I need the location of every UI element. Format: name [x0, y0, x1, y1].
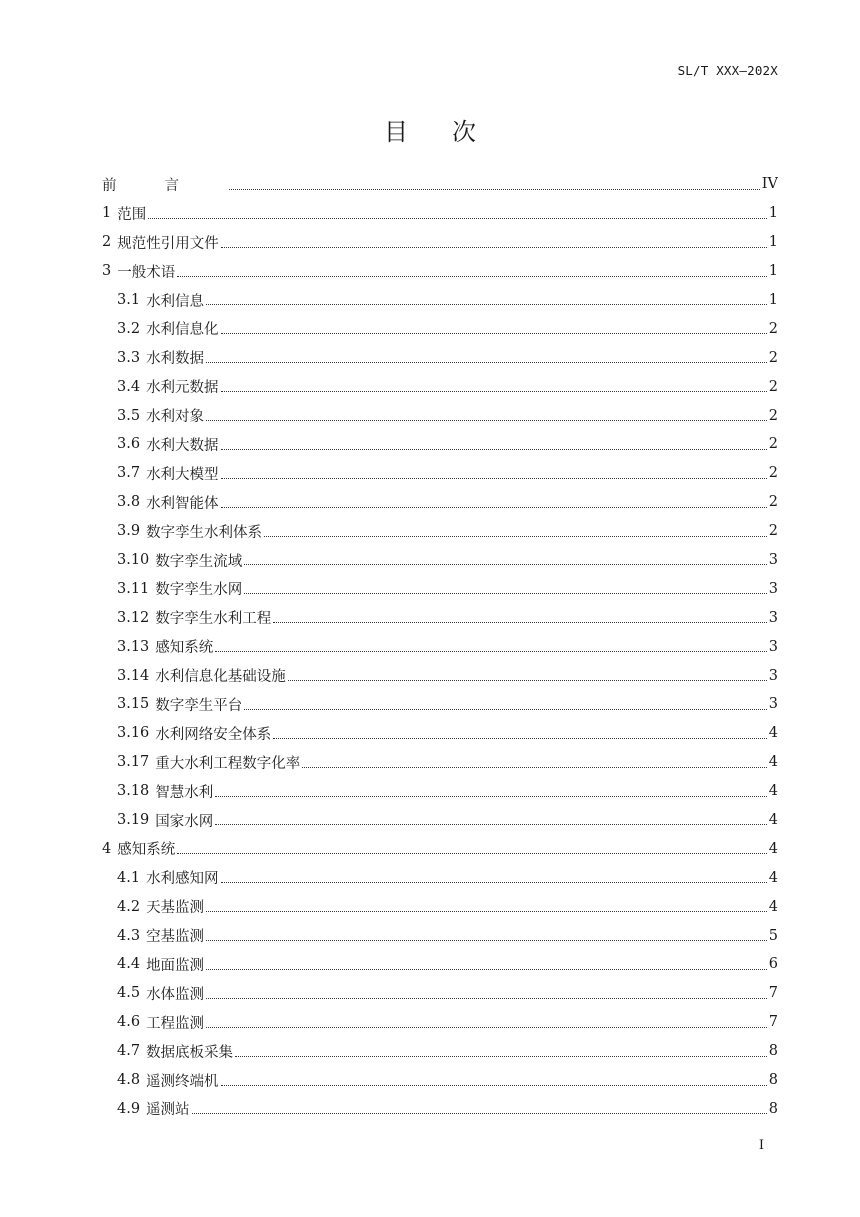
toc-entry-number: 3.4 [117, 378, 141, 395]
toc-entry-title: 数字孪生流域 [155, 553, 243, 570]
toc-entry-title: 水体监测 [146, 986, 205, 1003]
toc-entry[interactable] [102, 343, 778, 372]
toc-entry-page: 4 [768, 725, 778, 742]
toc-entry-number: 3.6 [117, 436, 141, 453]
toc-entry-number: 3.7 [117, 465, 141, 482]
toc-dot-leader [221, 228, 767, 257]
toc-entry-title: 水利智能体 [146, 495, 219, 512]
toc-entry-page: 3 [768, 696, 778, 713]
toc-entry[interactable] [102, 806, 778, 835]
toc-dot-leader [302, 748, 766, 777]
toc-dot-leader [206, 979, 767, 1008]
toc-entry-title: 水利信息化 [146, 322, 219, 339]
toc-entry-page: 4 [768, 754, 778, 771]
toc-dot-leader [215, 806, 766, 835]
toc-entry-page: 8 [768, 1043, 778, 1060]
toc-entry-title: 一般术语 [117, 264, 176, 281]
toc-dot-leader [221, 459, 767, 488]
toc-entry-page: 2 [768, 465, 778, 482]
toc-entry-number: 2 [102, 234, 112, 251]
toc-entry[interactable] [102, 372, 778, 401]
toc-entry[interactable] [102, 430, 778, 459]
toc-entry-page: 1 [768, 234, 778, 251]
toc-entry-number: 4.8 [117, 1072, 141, 1089]
toc-entry-page: 1 [768, 292, 778, 308]
toc-entry-number: 3.8 [117, 494, 141, 511]
toc-entry-title: 数字孪生水利体系 [146, 524, 263, 541]
toc-entry-page: 5 [768, 927, 778, 944]
toc-entry-number: 3.10 [117, 552, 150, 569]
toc-entry-page: 1 [768, 205, 778, 222]
toc-entry-page: 1 [768, 263, 778, 280]
toc-dot-leader [273, 603, 766, 632]
toc-entry-page: 3 [768, 609, 778, 626]
toc-entry-page: 4 [768, 869, 778, 886]
toc-dot-leader [177, 834, 767, 863]
toc-entry-page: 3 [768, 552, 778, 569]
toc-entry-number: 4.7 [117, 1043, 141, 1060]
toc-dot-leader [177, 257, 767, 286]
toc-entry-number: 4.3 [117, 927, 141, 944]
toc-entry-page: 2 [768, 378, 778, 395]
toc-dot-leader [192, 1095, 767, 1124]
toc-entry-number: 3.3 [117, 349, 141, 366]
toc-entry-number: 4 [102, 840, 112, 857]
toc-entry-title: 水利数据 [146, 351, 205, 368]
toc-entry[interactable] [102, 603, 778, 632]
toc-entry-title: 国家水网 [155, 813, 214, 830]
toc-entry-number: 4.5 [117, 985, 141, 1002]
toc-entry-page: 7 [768, 985, 778, 1002]
toc-entry-page: 3 [768, 667, 778, 684]
toc-dot-leader [206, 1008, 767, 1037]
toc-dot-leader [206, 921, 767, 950]
toc-dot-leader [148, 199, 767, 228]
toc-dot-leader [264, 517, 767, 546]
toc-entry[interactable] [102, 892, 778, 921]
toc-entry-title: 数字孪生水利工程 [155, 611, 272, 628]
toc-entry[interactable] [102, 863, 778, 892]
toc-entry-title: 规范性引用文件 [117, 235, 219, 252]
toc-entry-number: 4.6 [117, 1014, 141, 1031]
toc-dot-leader [221, 314, 767, 343]
toc-entry[interactable] [102, 1008, 778, 1037]
toc-entry[interactable] [102, 979, 778, 1008]
toc-entry-number: 4.1 [117, 869, 141, 886]
toc-entry-number: 3.18 [117, 783, 150, 800]
toc-entry[interactable] [102, 574, 778, 603]
toc-entry-number: 3.11 [117, 580, 150, 597]
toc-entry-number: 3.13 [117, 638, 150, 655]
toc-dot-leader [244, 690, 766, 719]
toc-entry-title: 天基监测 [146, 900, 205, 917]
toc-entry-title: 数字孪生平台 [155, 697, 243, 714]
toc-entry-title: 重大水利工程数字化率 [155, 755, 301, 772]
toc-entry-title: 水利信息化基础设施 [155, 669, 286, 686]
toc-dot-leader [206, 286, 767, 315]
toc-entry-page: 2 [768, 494, 778, 511]
toc-entry-title: 水利大模型 [146, 466, 219, 483]
toc-entry-title: 范围 [117, 206, 147, 223]
toc-entry-title: 水利大数据 [146, 437, 219, 454]
toc-dot-leader [288, 661, 767, 690]
toc-entry[interactable] [102, 286, 778, 315]
toc-entry[interactable] [102, 777, 778, 806]
toc-entry[interactable] [102, 950, 778, 979]
toc-entry-title: 感知系统 [155, 640, 214, 657]
toc-entry[interactable] [102, 517, 778, 546]
toc-dot-leader [273, 719, 766, 748]
toc-dot-leader [215, 632, 766, 661]
toc-dot-leader [244, 574, 766, 603]
toc-entry-title: 数据底板采集 [146, 1044, 234, 1061]
toc-entry-number: 3.12 [117, 609, 150, 626]
toc-entry-number: 3.15 [117, 696, 150, 713]
toc-entry-page: 4 [768, 840, 778, 857]
toc-dot-leader [221, 430, 767, 459]
toc-entry-title: 智慧水利 [155, 784, 214, 801]
toc-entry-page: 2 [768, 523, 778, 540]
toc-entry-number: 3.5 [117, 407, 141, 424]
toc-entry[interactable] [102, 632, 778, 661]
toc-entry-title: 遥测站 [146, 1102, 190, 1119]
toc-entry-title: 水利元数据 [146, 380, 219, 397]
toc-dot-leader [206, 401, 767, 430]
toc-entry-page: 7 [768, 1014, 778, 1031]
toc-entry[interactable] [102, 401, 778, 430]
toc-entry[interactable] [102, 314, 778, 343]
toc-entry[interactable] [102, 1066, 778, 1095]
toc-entry[interactable] [102, 921, 778, 950]
toc-entry-page: 2 [768, 407, 778, 424]
toc-entry-number: 3.19 [117, 812, 150, 829]
toc-dot-leader [221, 372, 767, 401]
toc-entry-page: 8 [768, 1072, 778, 1089]
toc-dot-leader [215, 777, 766, 806]
page-number: I [758, 1138, 764, 1153]
toc-entry-title: 数字孪生水网 [155, 582, 243, 599]
toc-entry-title: 遥测终端机 [146, 1073, 219, 1090]
toc-entry[interactable] [102, 834, 778, 863]
toc-entry-page: 4 [768, 783, 778, 800]
toc-entry[interactable] [102, 199, 778, 228]
document-code: SL/T XXX—202X [677, 63, 778, 78]
toc-entry-page: 3 [768, 638, 778, 655]
toc-entry-title: 前言 [102, 177, 227, 194]
toc-entry[interactable] [102, 1037, 778, 1066]
toc-dot-leader [221, 863, 767, 892]
toc-dot-leader [206, 950, 767, 979]
toc-entry-page: 2 [768, 349, 778, 366]
toc-entry-number: 3 [102, 263, 112, 280]
toc-entry[interactable] [102, 661, 778, 690]
toc-entry-page: IV [761, 176, 778, 193]
page-title: 目次 [384, 118, 520, 146]
toc-entry[interactable] [102, 690, 778, 719]
toc-entry[interactable] [102, 546, 778, 575]
toc-entry-page: 4 [768, 812, 778, 829]
toc-entry-title: 水利信息 [146, 293, 205, 310]
toc-entry[interactable] [102, 488, 778, 517]
toc-entry-number: 3.2 [117, 320, 141, 337]
toc-dot-leader [206, 343, 767, 372]
toc-entry[interactable] [102, 459, 778, 488]
toc-dot-leader [244, 546, 766, 575]
toc-entry-page: 2 [768, 436, 778, 453]
toc-entry-title: 工程监测 [146, 1015, 205, 1032]
toc-entry-number: 1 [102, 205, 112, 222]
toc-entry-number: 3.14 [117, 667, 150, 684]
toc-entry-number: 3.9 [117, 523, 141, 540]
toc-entry-title: 水利网络安全体系 [155, 726, 272, 743]
toc-entry-title: 地面监测 [146, 957, 205, 974]
toc-entry[interactable] [102, 719, 778, 748]
toc-entry[interactable] [102, 257, 778, 286]
toc-entry-number: 3.1 [117, 292, 141, 308]
toc-entry[interactable] [102, 228, 778, 257]
toc-dot-leader [221, 1066, 767, 1095]
toc-entry[interactable] [102, 748, 778, 777]
toc-entry-title: 空基监测 [146, 929, 205, 946]
toc-entry-page: 8 [768, 1100, 778, 1117]
toc-dot-leader [221, 488, 767, 517]
toc-dot-leader [235, 1037, 767, 1066]
toc-entry-number: 3.16 [117, 725, 150, 742]
toc-entry-number: 4.2 [117, 898, 141, 915]
toc-entry-page: 2 [768, 320, 778, 337]
toc-entry-title: 水利感知网 [146, 871, 219, 888]
toc-entry-number: 4.4 [117, 956, 141, 973]
toc-entry[interactable] [102, 1095, 778, 1124]
toc-entry-page: 6 [768, 956, 778, 973]
toc-entry-number: 4.9 [117, 1100, 141, 1117]
toc-dot-leader [206, 892, 767, 921]
table-of-contents [102, 170, 778, 1123]
toc-entry-title: 水利对象 [146, 409, 205, 426]
toc-dot-leader [229, 170, 760, 199]
toc-entry-page: 4 [768, 898, 778, 915]
toc-entry-page: 3 [768, 580, 778, 597]
toc-entry[interactable] [102, 170, 778, 199]
toc-entry-title: 感知系统 [117, 842, 176, 859]
toc-entry-number: 3.17 [117, 754, 150, 771]
